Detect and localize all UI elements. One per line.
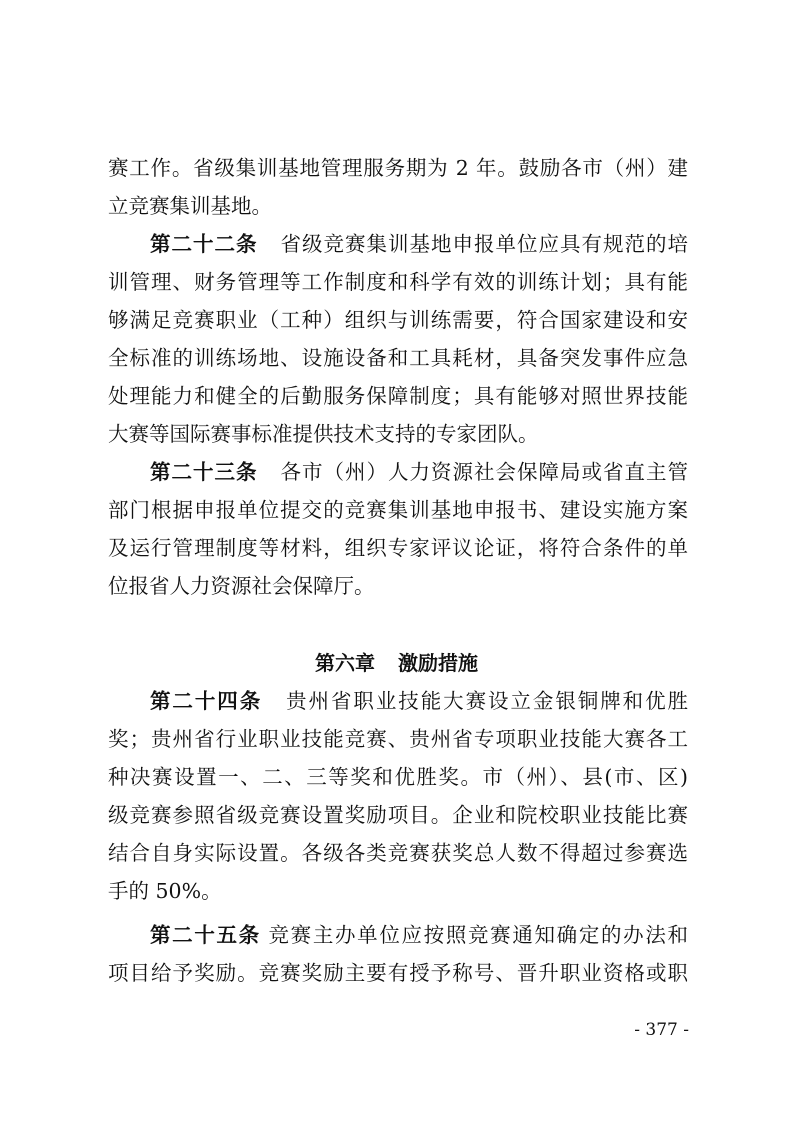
article-23-heading: 第二十三条	[150, 460, 258, 484]
article-25-first-line	[150, 920, 688, 950]
paragraph-line: 手的 50%。	[108, 879, 222, 903]
chapter-title: 第六章 激励措施	[315, 651, 478, 675]
paragraph-line: 部门根据申报单位提交的竞赛集训基地申报书、建设实施方案	[108, 498, 688, 522]
article-23-text: 各市（州）人力资源社会保障局或省直主管	[279, 460, 688, 484]
article-22-first-line	[150, 229, 688, 259]
paragraph-line: 级竞赛参照省级竞赛设置奖励项目。企业和院校职业技能比赛	[108, 803, 688, 827]
paragraph-line: 及运行管理制度等材料，组织专家评议论证，将符合条件的单	[108, 536, 688, 560]
article-24-heading: 第二十四条	[150, 689, 263, 713]
paragraph-line: 奖；贵州省行业职业技能竞赛、贵州省专项职业技能大赛各工	[108, 727, 688, 751]
article-25-text: 竞赛主办单位应按照竞赛通知确定的办法和	[266, 923, 689, 947]
paragraph-line: 大赛等国际赛事标准提供技术支持的专家团队。	[108, 422, 539, 446]
article-24-first-line	[150, 686, 688, 716]
article-23-first-line	[150, 457, 688, 487]
paragraph-line: 结合自身实际设置。各级各类竞赛获奖总人数不得超过参赛选	[108, 841, 688, 865]
paragraph-line: 项目给予奖励。竞赛奖励主要有授予称号、晋升职业资格或职	[108, 961, 688, 985]
paragraph-line: 种决赛设置一、二、三等奖和优胜奖。市（州）、县(市、区)	[108, 765, 688, 789]
paragraph-line: 位报省人力资源社会保障厅。	[108, 574, 375, 598]
article-22-heading: 第二十二条	[150, 232, 258, 256]
article-24-text: 贵州省职业技能大赛设立金银铜牌和优胜	[284, 689, 689, 713]
paragraph-line: 立竞赛集训基地。	[108, 194, 272, 218]
paragraph-line: 够满足竞赛职业（工种）组织与训练需要，符合国家建设和安	[108, 308, 688, 332]
article-22-text: 省级竞赛集训基地申报单位应具有规范的培	[279, 232, 688, 256]
paragraph-line: 全标准的训练场地、设施设备和工具耗材，具备突发事件应急	[108, 346, 688, 370]
article-25-heading: 第二十五条	[150, 923, 261, 947]
paragraph-line: 处理能力和健全的后勤服务保障制度；具有能够对照世界技能	[108, 384, 688, 408]
page-number: - 377 -	[634, 1020, 689, 1040]
paragraph-line: 训管理、财务管理等工作制度和科学有效的训练计划；具有能	[108, 270, 688, 294]
paragraph-line: 赛工作。省级集训基地管理服务期为 2 年。鼓励各市（州）建	[108, 156, 688, 180]
